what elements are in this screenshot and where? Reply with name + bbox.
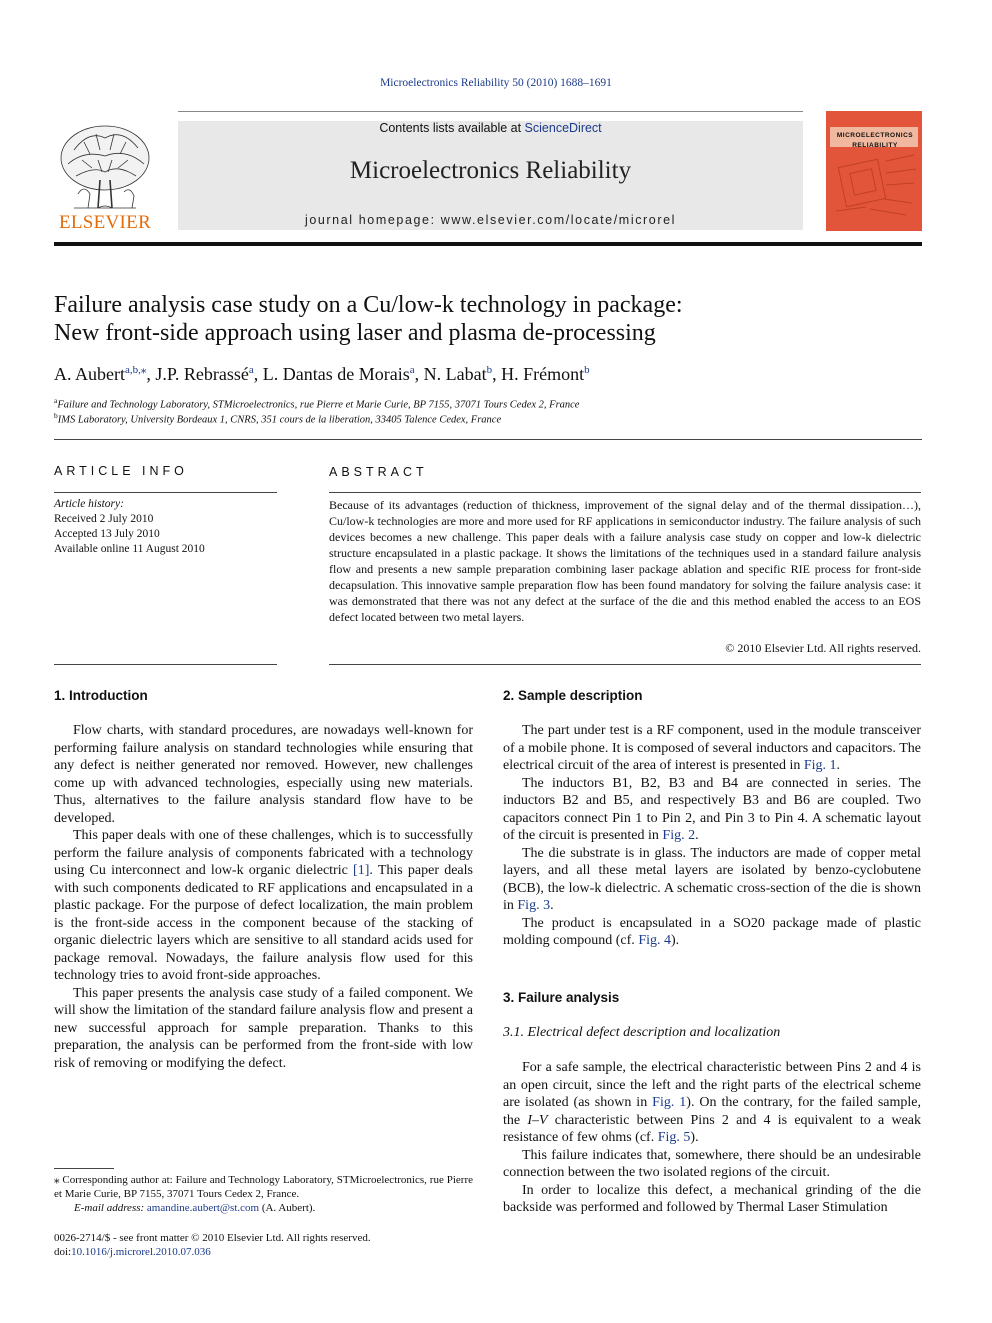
- section-1-heading: 1. Introduction: [54, 688, 148, 703]
- journal-homepage: [178, 213, 803, 227]
- iv-symbol: I–V: [527, 1112, 548, 1128]
- paragraph-text: ).: [671, 933, 680, 948]
- paragraph-text: The product is encapsulated in a SO20 package made of plastic molding compound (cf.: [503, 915, 921, 948]
- section-2-heading: 2. Sample description: [503, 688, 643, 703]
- corresponding-mark: ⁎: [54, 1174, 60, 1186]
- elsevier-wordmark: ELSEVIER: [58, 212, 152, 233]
- author-affil-mark[interactable]: b: [486, 364, 493, 376]
- journal-cover: [826, 111, 922, 231]
- section-3-body: [503, 1059, 921, 1217]
- author-separator: ,: [414, 364, 424, 384]
- received-date: Received 2 July 2010: [54, 513, 154, 525]
- paragraph-text: .: [695, 828, 699, 843]
- author-name: L. Dantas de Morais: [262, 364, 410, 384]
- article-history: [54, 497, 277, 557]
- paragraph-text: ). On the contrary, for the failed sample, the: [503, 1095, 921, 1128]
- cover-title-line2: RELIABILITY: [852, 142, 898, 149]
- author-separator: ,: [492, 364, 502, 384]
- abstract-copyright: © 2010 Elsevier Ltd. All rights reserved.: [725, 641, 921, 655]
- email-suffix: (A. Aubert).: [259, 1202, 316, 1214]
- contents-line: [178, 121, 803, 135]
- paragraph-text: For a safe sample, the electrical characteristic between Pins 2 and 4 is an open circuit, since the left and the right parts of the electrical scheme are isolated (as shown in: [503, 1060, 921, 1110]
- figure-link[interactable]: Fig. 1: [652, 1095, 687, 1110]
- available-date: Available online 11 August 2010: [54, 543, 205, 555]
- paragraph: [503, 845, 921, 915]
- author-name: N. Labat: [423, 364, 487, 384]
- ref-link[interactable]: [1]: [353, 863, 370, 878]
- footnote-rule: [54, 1168, 114, 1169]
- affiliation-mark: b: [54, 411, 58, 420]
- article-info-rule: [54, 492, 277, 493]
- paragraph-text: .: [550, 898, 554, 913]
- abstract-text: Because of its advantages (reduction of thickness, improvement of the signal delay and of the thermal dissipation…), Cu/low-k technologies are more and more used for RF applications in semiconductor industry. The failure analysis of such devices becomes a new challenge. This paper deals with a failure analysis case study on copper and low-k dielectric structure encapsulated in a plastic package. It shows the limitations of the techniques used in a standard failure analysis flow and presents a new sample preparation combining laser package ablation and specific RIE process for front-side decapsulation. This innovative sample preparation flow has been found mandatory for solving the failure analysis case: it was demonstrated that there was not any defect at the surface of the die and this method enabled the access to an EOS defect located between two metal layers.: [329, 498, 921, 624]
- affiliation-mark: a: [54, 396, 58, 405]
- cover-art: [826, 111, 922, 231]
- article-info-heading: ARTICLE INFO: [54, 464, 188, 478]
- paragraph-text: . This paper deals with such components dedicated to RF applications and encapsulated in a plastic package. For the purpose of defect localization, the main problem is the front-side access in the component because of the stacking of organic dielectric layers which are sensitive to all standard acids used for package removal. Nowadays, the failure analysis flow used for this technology tries to avoid front-side approaches.: [54, 863, 473, 983]
- figure-link[interactable]: Fig. 2: [662, 828, 696, 843]
- email-link[interactable]: amandine.aubert@st.com: [146, 1202, 260, 1214]
- journal-name: Microelectronics Reliability: [349, 157, 632, 184]
- issn-line: 0026-2714/$ - see front matter © 2010 Elsevier Ltd. All rights reserved.: [54, 1232, 371, 1244]
- history-label: Article history:: [54, 498, 124, 510]
- paragraph: In order to localize this defect, a mechanical grinding of the die backside was performed and followed by Thermal Laser Stimulation: [503, 1182, 921, 1215]
- affiliation-b: [54, 411, 914, 426]
- paragraph: [503, 1059, 921, 1147]
- abstract-rule: [329, 492, 921, 493]
- email-label: E-mail address:: [74, 1202, 147, 1214]
- paragraph-text: The die substrate is in glass. The inductors are made of copper metal layers, and all these metal layers are isolated by benzo-cyclobutene (BCB), the low-k dielectric. A schematic cross-section of the die is shown in: [503, 845, 921, 913]
- paragraph-text: ).: [690, 1130, 699, 1145]
- figure-link[interactable]: Fig. 1: [803, 758, 837, 773]
- author-name: H. Frémont: [501, 364, 585, 384]
- sciencedirect-link[interactable]: ScienceDirect: [524, 121, 602, 135]
- doi-link[interactable]: 10.1016/j.microrel.2010.07.036: [71, 1246, 211, 1258]
- paragraph-text: This paper deals with one of these challenges, which is to successfully perform the failure analysis of components fabricated with a technology using Cu interconnect and low-k organic dielectric: [54, 828, 473, 878]
- homepage-url[interactable]: www.elsevier.com/locate/microrel: [440, 213, 677, 227]
- article-info-bottom-rule: [54, 664, 277, 665]
- author-name: A. Aubert: [54, 364, 125, 384]
- paragraph: Flow charts, with standard procedures, are nowadays well-known for performing failure analysis on standard technologies while ensuring that any defect is neither generated nor removed. However, new challenges come up with advanced technologies, especially using new materials. Thus, alternatives to the failure analysis standard flow have to be developed.: [54, 723, 473, 826]
- author-affil-mark[interactable]: b: [584, 364, 590, 376]
- corresponding-text: Corresponding author at: Failure and Technology Laboratory, STMicroelectronics, rue Pierre et Marie Curie, BP 7155, 37071 Tours Cedex 2, France.: [54, 1174, 474, 1200]
- affiliation-text: Failure and Technology Laboratory, STMicroelectronics, rue Pierre et Marie Curie, BP 7155, 37071 Tours Cedex 2, France: [57, 399, 580, 411]
- figure-link[interactable]: Fig. 4: [638, 933, 671, 948]
- author-separator: ,: [146, 364, 156, 384]
- article-title: [54, 291, 914, 347]
- abstract-heading: ABSTRACT: [329, 465, 428, 479]
- subsection-3-1-heading: 3.1. Electrical defect description and localization: [503, 1025, 781, 1040]
- paragraph: [503, 775, 921, 845]
- author-name: J.P. Rebrassé: [155, 364, 249, 384]
- title-line-2: New front-side approach using laser and plasma de-processing: [54, 320, 656, 346]
- paragraph: [503, 722, 921, 775]
- abstract-bottom-rule: [329, 664, 921, 665]
- contents-prefix: Contents lists available at: [379, 121, 525, 135]
- section-3-heading: 3. Failure analysis: [503, 990, 620, 1005]
- author-affil-mark[interactable]: a,b,⁎: [125, 364, 147, 376]
- paragraph-text: characteristic between Pins 2 and 4 is equivalent to a weak resistance of few ohms (cf.: [503, 1112, 921, 1145]
- paragraph-text: .: [836, 758, 841, 773]
- author-list: [54, 363, 914, 385]
- paragraph: This paper presents the analysis case study of a failed component. We will show the limitation of the standard failure analysis flow and present a new successful approach for sample preparation. Thanks to this preparation, the analysis can be performed from the front-side with low risk of removing or modifying the defect.: [54, 985, 473, 1071]
- section-2-body: [503, 722, 921, 950]
- doi-line: [54, 1245, 494, 1259]
- paragraph: [54, 827, 473, 985]
- accepted-date: Accepted 13 July 2010: [54, 528, 160, 540]
- paragraph: [503, 915, 921, 950]
- cover-title: [830, 131, 920, 151]
- figure-link[interactable]: Fig. 5: [657, 1130, 691, 1145]
- author-separator: ,: [253, 364, 263, 384]
- homepage-prefix: journal homepage:: [304, 213, 441, 227]
- cover-title-line1: MICROELECTRONICS: [836, 132, 914, 139]
- paragraph-text: The part under test is a RF component, used in the module transceiver of a mobile phone. It is composed of several inductors and capacitors. The electrical circuit of the area of interest is presented in: [503, 723, 921, 773]
- email-footnote: [74, 1201, 474, 1215]
- author-affil-mark[interactable]: a: [409, 364, 415, 376]
- header-thick-rule: [54, 242, 922, 246]
- affiliation-text: IMS Laboratory, University Bordeaux 1, CNRS, 351 cours de la liberation, 33405 Talence Cedex, France: [57, 414, 502, 426]
- author-affil-mark[interactable]: a: [248, 364, 254, 376]
- banner-top-rule: [178, 111, 803, 112]
- title-line-1: Failure analysis case study on a Cu/low-k technology in package:: [54, 292, 683, 318]
- paragraph-text: The inductors B1, B2, B3 and B4 are connected in series. The inductors B2 and B5, and respectively B3 and B6 are coupled. Two capacitors connect Pin 1 to Pin 2, and Pin 3 to Pin 4. A schematic layout of the circuit is presented in: [503, 775, 921, 843]
- section-1-body: [54, 722, 473, 1072]
- affiliation-rule: [54, 439, 922, 440]
- doi-label: doi:: [54, 1246, 72, 1258]
- paragraph: This failure indicates that, somewhere, there should be an undesirable connection between the two isolated regions of the circuit.: [503, 1147, 921, 1180]
- affiliation-a: [54, 396, 914, 411]
- figure-link[interactable]: Fig. 3: [517, 898, 551, 913]
- corresponding-footnote: [54, 1173, 473, 1201]
- running-citation[interactable]: Microelectronics Reliability 50 (2010) 1688–1691: [380, 77, 612, 89]
